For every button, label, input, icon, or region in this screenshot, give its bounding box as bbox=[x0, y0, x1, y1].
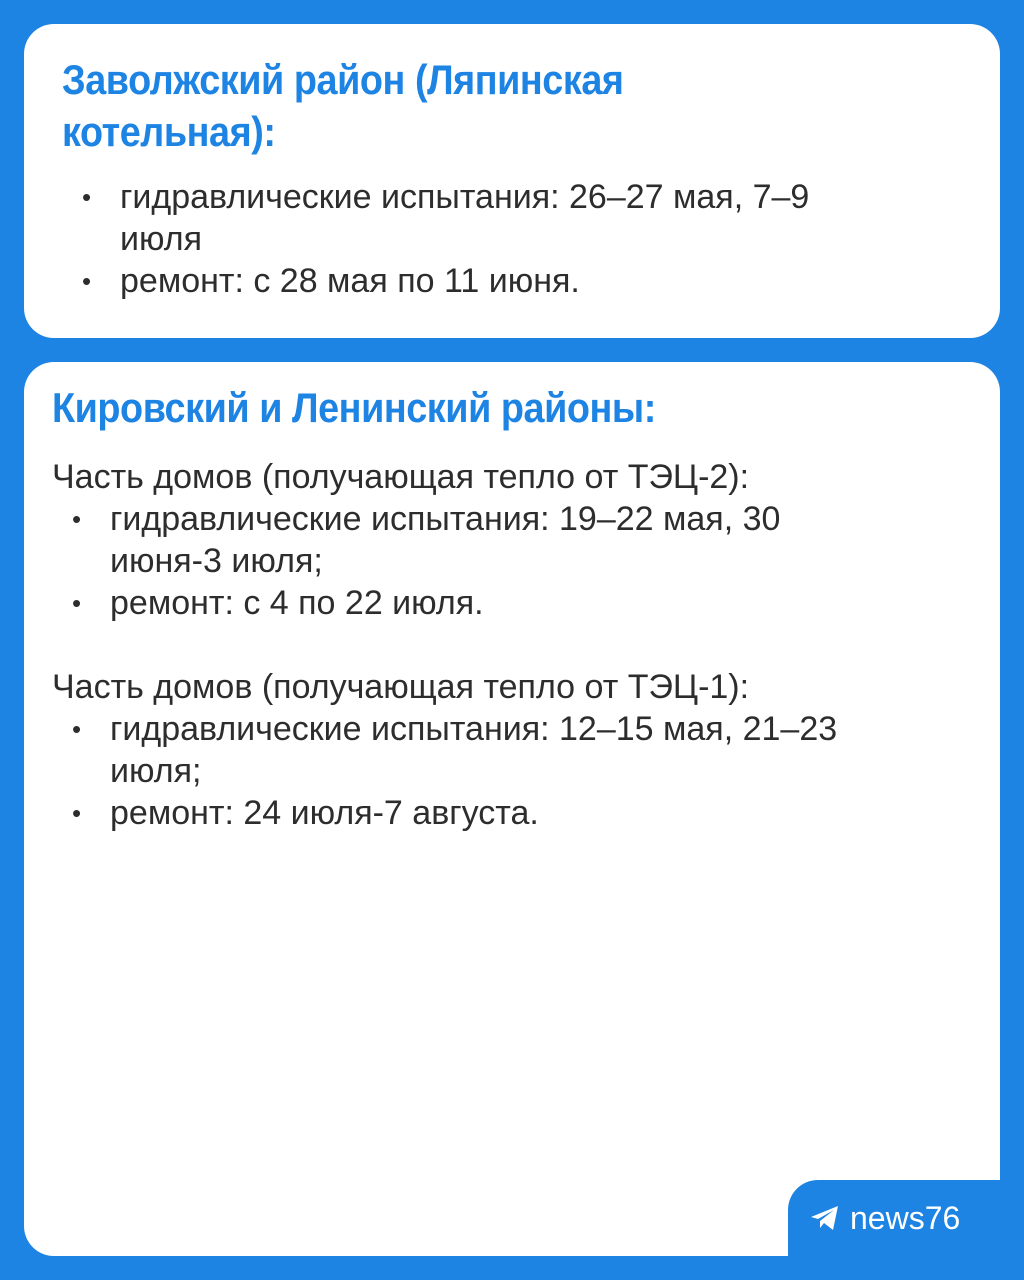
kirovsky-leninsky-card bbox=[24, 362, 1000, 1256]
group-label-tec2: Часть домов (получающая тепло от ТЭЦ-2): bbox=[52, 458, 750, 496]
list-item bbox=[52, 708, 880, 792]
brand-badge[interactable] bbox=[788, 1180, 1000, 1256]
list-item bbox=[52, 582, 880, 624]
list-item-text: ремонт: с 4 по 22 июля. bbox=[110, 584, 484, 622]
zavolzhsky-card bbox=[24, 24, 1000, 338]
telegram-icon bbox=[810, 1205, 840, 1231]
bullet-icon: • bbox=[72, 714, 82, 744]
zavolzhsky-heading: Заволжский район (Ляпинская котельная): bbox=[62, 56, 624, 155]
list-item bbox=[62, 260, 880, 302]
list-item-text: гидравлические испытания: 26–27 мая, 7–9 июля bbox=[120, 178, 810, 258]
list-item-text: гидравлические испытания: 12–15 мая, 21–23 июля; bbox=[110, 710, 838, 790]
bullet-icon: • bbox=[82, 182, 92, 212]
kirovsky-leninsky-heading: Кировский и Ленинский районы: bbox=[52, 384, 656, 431]
list-item-text: гидравлические испытания: 19–22 мая, 30 июня-3 июля; bbox=[110, 500, 781, 580]
brand-name: news76 bbox=[850, 1199, 961, 1236]
bullet-icon: • bbox=[72, 588, 82, 618]
bullet-icon: • bbox=[82, 266, 92, 296]
list-item-text: ремонт: 24 июля-7 августа. bbox=[110, 794, 539, 832]
group-list-tec1 bbox=[52, 708, 960, 834]
group-label-tec1: Часть домов (получающая тепло от ТЭЦ-1): bbox=[52, 668, 750, 706]
bullet-icon: • bbox=[72, 798, 82, 828]
zavolzhsky-list bbox=[62, 176, 960, 302]
list-item bbox=[52, 498, 880, 582]
group-list-tec2 bbox=[52, 498, 960, 624]
bullet-icon: • bbox=[72, 504, 82, 534]
list-item bbox=[52, 792, 880, 834]
list-item-text: ремонт: с 28 мая по 11 июня. bbox=[120, 262, 580, 300]
list-item bbox=[62, 176, 880, 260]
